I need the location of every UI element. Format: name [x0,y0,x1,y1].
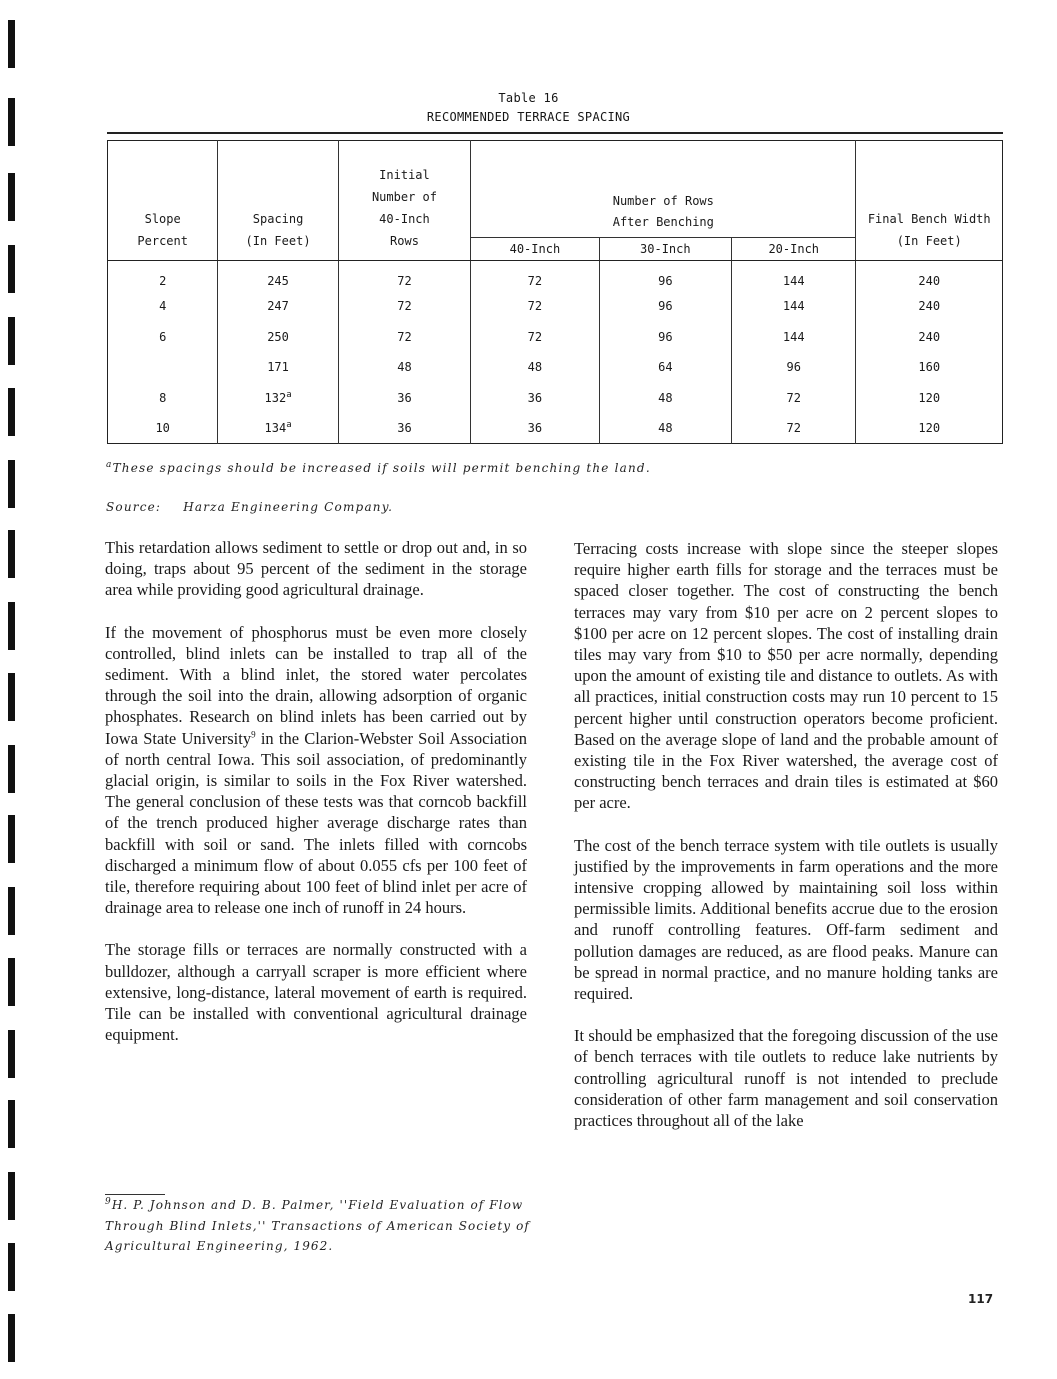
cell-20-inch: 144 [732,322,856,353]
header-after-30-inch: 30-Inch [599,238,731,261]
header-line: Number of [371,190,437,204]
footnote-mark: a [286,420,292,430]
cell-30-inch: 48 [599,383,731,414]
table-row [108,413,1003,444]
cell-initial-rows: 36 [338,413,470,444]
binder-mark [8,1314,15,1362]
right-column [574,538,998,1152]
binder-mark [8,20,15,68]
cell-30-inch: 64 [599,352,731,383]
cell-40-inch: 72 [471,322,599,353]
header-line: After Benching [612,215,714,229]
paragraph-text: If the movement of phosphorus must be even more closely controlled, blind inlets can be installed to trap all of the sediment. With a blind inlet, the stored water percolates through the soil into the drain, allowing adsorption of organic phosphates. Research on blind inlets has been carried out by Iowa State University [105,622,527,748]
header-slope [108,141,218,261]
cell-final-width: 120 [918,421,941,435]
cell-20-inch: 144 [732,261,856,292]
cell-spacing [218,352,338,383]
paragraph-text: in the Clarion-Webster Soil Association of north central Iowa. This soil association, of predominantly glacial origin, is similar to soils in the Fox River watershed. The general conclusion of these tests was that corncob backfill of the trench produced higher average discharge rates than backfill with soil or sand. The inlets filled with corncobs discharged a minimum flow of about 0.055 cfs per 100 feet of tile, therefore requiring about 100 feet of blind inlet per acre of drainage area to release one inch of runoff in 24 hours. [105,728,527,918]
table-footnote-mark: a [106,460,113,470]
header-line: 40-Inch [379,212,430,226]
cell-slope: 6 [108,322,218,353]
paragraph: The storage fills or terraces are normally constructed with a bulldozer, although a carryall scraper is more efficient where extensive, long-distance, lateral movement of earth is required. Tile can be installed with conventional agricultural drainage equipment. [105,940,527,1045]
binder-mark [8,245,15,293]
footnote [105,1195,535,1257]
cell-final-width: 240 [918,329,941,344]
paragraph: It should be emphasized that the foregoing discussion of the use of bench terraces with tile outlets to reduce lake nutrients by controlling agricultural runoff is not intended to preclude consideration of other farm management and soil conservation practices throughout all of the lake [574,1026,998,1131]
cell-initial-rows: 36 [338,383,470,414]
cell-spacing [218,383,338,414]
cell-value: 171 [267,360,289,375]
binder-mark [8,460,15,508]
binder-mark [8,388,15,436]
cell-40-inch: 36 [471,383,599,414]
cell-20-inch: 72 [732,383,856,414]
table-source [106,500,393,514]
header-line: Final Bench Width [867,212,991,226]
page-number: 117 [968,1292,994,1306]
header-line: (In Feet) [245,234,311,248]
paragraph [105,622,527,919]
paragraph: This retardation allows sediment to settle or drop out and, in so doing, traps about 95 percent of the sediment in the storage area while providing good agricultural drainage. [105,538,527,600]
cell-initial-rows: 72 [338,261,470,292]
footnote-mark: a [286,389,292,400]
header-after-40-inch: 40-Inch [471,238,599,261]
cell-40-inch: 72 [471,291,599,322]
cell-30-inch: 96 [599,291,731,322]
cell-initial-rows: 72 [338,322,470,353]
table-footnote [106,461,651,475]
cell-30-inch: 48 [599,413,731,444]
left-column [105,537,527,1066]
cell-30-inch: 96 [599,322,731,353]
table-row [108,383,1003,414]
table-top-rule [107,132,1003,134]
header-after-20-inch: 20-Inch [732,238,856,261]
cell-final-width: 240 [918,274,941,288]
header-line: Rows [390,234,419,248]
cell-final-width: 160 [918,360,941,375]
cell-slope: 10 [108,413,218,444]
cell-spacing [218,261,338,292]
cell-slope: 4 [108,291,218,322]
cell-value: 134 [264,421,287,435]
cell-slope: 8 [108,383,218,414]
table-caption-subtitle: RECOMMENDED TERRACE SPACING [426,110,631,124]
cell-final-width: 240 [918,299,941,314]
header-rows-after-benching [471,141,856,238]
binder-mark [8,1100,15,1148]
footnote-reference: 9 [251,729,256,740]
binder-mark [8,673,15,721]
binder-mark [8,602,15,650]
terrace-spacing-table [107,140,1003,444]
cell-20-inch: 96 [732,352,856,383]
cell-40-inch: 72 [471,261,599,292]
table-row [108,291,1003,322]
table-row [108,322,1003,353]
cell-spacing [218,322,338,353]
cell-slope: 2 [108,261,218,292]
cell-initial-rows: 72 [338,291,470,322]
binder-mark [8,958,15,1006]
cell-40-inch: 36 [471,413,599,444]
cell-slope [108,352,218,383]
cell-40-inch: 48 [471,352,599,383]
binder-mark [8,1172,15,1220]
cell-value: 132 [264,390,287,405]
cell-30-inch: 96 [599,261,731,292]
binder-mark [8,173,15,221]
cell-20-inch: 144 [732,291,856,322]
table-row [108,352,1003,383]
header-line: Number of Rows [612,194,714,208]
binder-mark [8,1030,15,1078]
header-initial-rows [338,141,470,261]
header-final-bench-width [856,141,1003,261]
cell-spacing [218,413,338,444]
binder-mark [8,887,15,935]
cell-value: 250 [267,329,289,344]
table-row [108,261,1003,292]
binder-mark [8,317,15,365]
header-line: (In Feet) [896,234,962,248]
table-caption-title: Table 16 [498,91,559,105]
binder-mark [8,745,15,793]
table-footnote-text: These spacings should be increased if soils will permit benching the land. [112,461,651,475]
header-line: Percent [137,234,188,248]
header-spacing [218,141,338,261]
paragraph: The cost of the bench terrace system with tile outlets is usually justified by the improvements in farm operations and the more intensive cropping allowed by maintaining soil loss within permissible limits. Additional benefits accrue due to the erosion and runoff controlling features. Off-farm sediment and pollution damages are reduced, as are flood peaks. Manure can be spread in normal practice, and no manure holding tanks are required. [574,835,998,1004]
header-line: Spacing [252,212,304,226]
footnote-number: 9 [105,1197,112,1207]
source-text: Harza Engineering Company. [183,500,394,514]
binder-mark [8,1243,15,1291]
footnote-text: H. P. Johnson and D. B. Palmer, ''Field Evaluation of Flow Through Blind Inlets,'' Transactions of American Society of Agricultural Engineering, 1962. [105,1198,530,1253]
binder-mark [8,815,15,863]
cell-20-inch: 72 [732,413,856,444]
paragraph: Terracing costs increase with slope since the steeper slopes require higher earth fills for storage and the terraces must be spaced closer together. The cost of constructing the bench terraces may vary from $10 per acre on 2 percent slopes to $100 per acre on 12 percent slopes. The cost of installing drain tiles may vary from $10 to $50 per acre normally, depending upon the amount of existing tile and distance to outlets. As with all practices, initial construction costs may run 10 percent to 15 percent higher until construction operators become proficient. Based on the average slope of land and the probable amount of existing tile in the Fox River watershed, the average cost of constructing bench terraces and drain tiles is estimated at $60 per acre. [574,539,998,813]
source-label: Source: [106,500,162,514]
cell-value: 245 [267,274,289,288]
cell-initial-rows: 48 [338,352,470,383]
cell-value: 247 [267,299,289,314]
cell-spacing [218,291,338,322]
header-line: Slope [144,212,181,226]
cell-final-width: 120 [918,390,941,405]
binder-mark [8,530,15,578]
header-line: Initial [379,168,430,182]
